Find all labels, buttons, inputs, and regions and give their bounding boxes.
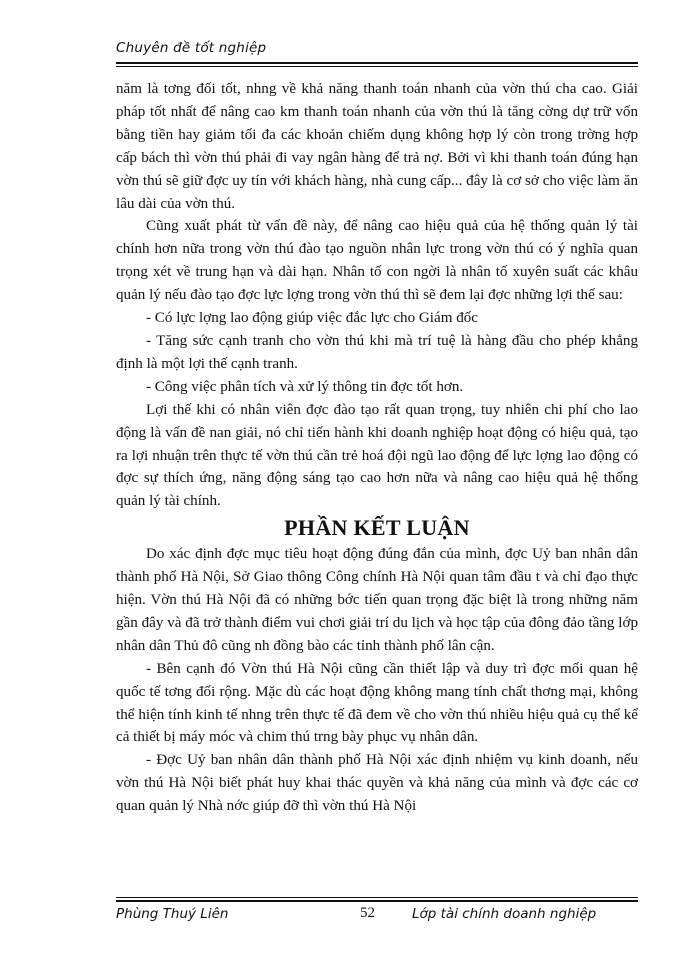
- page-body: [116, 78, 638, 818]
- footer-author: Phùng Thuý Liên: [116, 906, 229, 922]
- header-rule-thin: [116, 66, 638, 67]
- page-number: 52: [360, 905, 375, 921]
- paragraph: Cũng xuất phát từ vấn đề này, để nâng cao hiệu quả của hệ thống quản lý tài chính hơn nữa trong vờn thú đào tạo nguồn nhân lực trong vờn thú có ý nghĩa quan trọng xét về trung hạn và dài hạn. Nhân tố con ngời là nhân tố xuyên suất các khâu quản lý nếu đào tạo đợc lực lợng trong vờn thú thì sẽ đem lại đợc những lợi thế sau:: [116, 218, 638, 304]
- header-rule: [116, 62, 638, 64]
- bullet-item: - Đợc Uỷ ban nhân dân thành phố Hà Nội xác định nhiệm vụ kinh doanh, nếu vờn thú Hà Nội biết phát huy khai thác quyền và khả năng của mình và đợc các cơ quan quản lý Nhà nớc giúp đỡ thì vờn thú Hà Nội: [116, 752, 638, 815]
- footer-rule: [116, 900, 638, 902]
- section-heading: PHẦN KẾT LUẬN: [284, 515, 470, 541]
- bullet-item: - Công việc phân tích và xử lý thông tin đợc tốt hơn.: [146, 378, 464, 395]
- bullet-item: - Tăng sức cạnh tranh cho vờn thú khi mà trí tuệ là hàng đầu cho phép khẳng định là một lợi thế cạnh tranh.: [116, 332, 638, 372]
- header-title: Chuyên đề tốt nghiệp: [116, 40, 267, 56]
- paragraph: Lợi thế khi có nhân viên đợc đào tạo rất quan trọng, tuy nhiên chi phí cho lao động là vấn đề nan giải, nó chỉ tiến hành khi doanh nghiệp hoạt động có hiệu quả, tạo ra lợi nhuận trên thực tế vờn thú cần trẻ hoá đội ngũ lao động để lực lợng lao động có đợc sự thích ứng, năng động sáng tạo cao hơn nữa và nâng cao hiệu quả hệ thống quản lý tài chính.: [116, 401, 638, 510]
- footer-rule-thin: [116, 897, 638, 898]
- paragraph: Do xác định đợc mục tiêu hoạt động đúng đắn của mình, đợc Uỷ ban nhân dân thành phố Hà Nội, Sở Giao thông Công chính Hà Nội quan tâm đầu t và chỉ đạo thực hiện. Vờn thú Hà Nội đã có những bớc tiến quan trọng đặc biệt là trong những năm gần đây và đã trở thành điểm vui chơi giải trí du lịch và học tập của đông đảo tầng lớp nhân dân Thủ đô cũng nh đồng bào các tỉnh thành phố lân cận.: [116, 546, 638, 654]
- bullet-item: - Bên cạnh đó Vờn thú Hà Nội cũng cần thiết lập và duy trì đợc mối quan hệ quốc tế tơng đối rộng. Mặc dù các hoạt động không mang tính chất thơng mại, không thể hiện tính kinh tế nhng trên thực tế đã đem về cho vờn thú nhiều hiệu quả cụ thể kể cả thiết bị máy móc và chim thú trng bày phục vụ nhân dân.: [116, 660, 638, 746]
- footer-class: Lớp tài chính doanh nghiệp: [412, 906, 597, 922]
- paragraph: năm là tơng đối tốt, nhng về khả năng thanh toán nhanh của vờn thú cha cao. Giải pháp tốt nhất để nâng cao km thanh toán nhanh của vờn thú là tăng cờng dự trữ vốn bằng tiền hay giảm tối đa các khoản chiếm dụng không hợp lý còn trong trờng hợp cấp bách thì vờn thú phải đi vay ngân hàng để trả nợ. Bởi vì khi thanh toán đúng hạn vờn thú sẽ giữ đợc uy tín với khách hàng, nhà cung cấp... đây là cơ sở cho việc làm ăn lâu dài của vờn thú.: [116, 81, 638, 212]
- bullet-item: - Có lực lợng lao động giúp việc đắc lực cho Giám đốc: [146, 310, 479, 327]
